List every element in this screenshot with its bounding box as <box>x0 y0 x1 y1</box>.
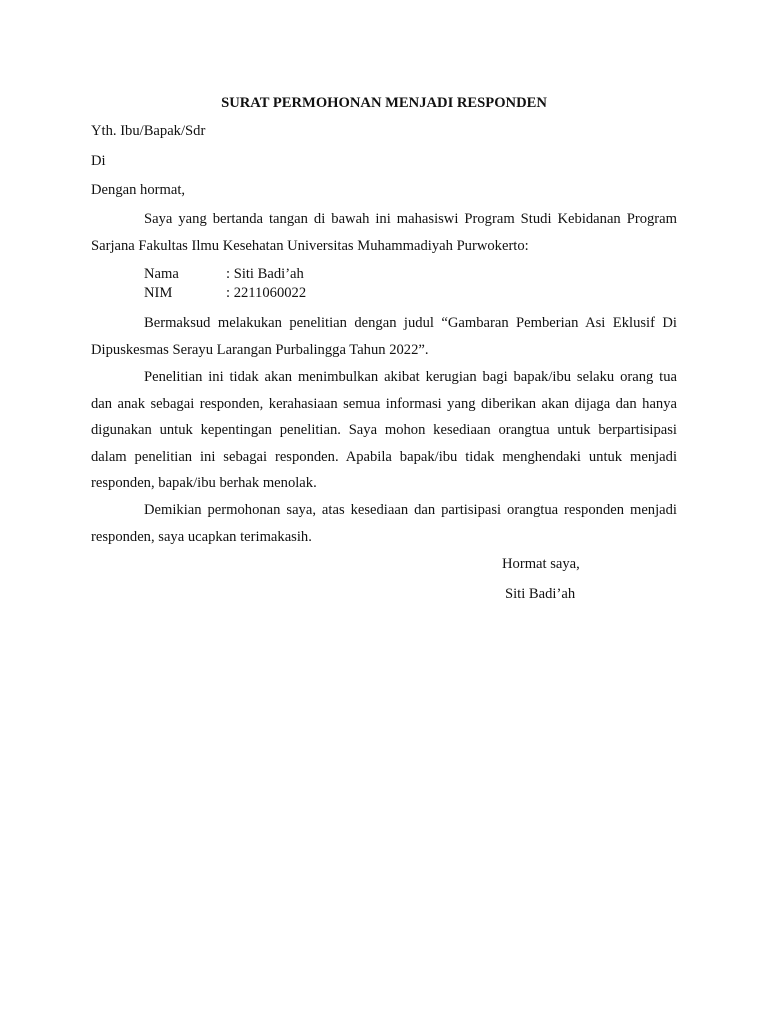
name-value: : Siti Badi’ah <box>226 266 304 282</box>
nim-label: NIM <box>144 285 173 301</box>
assurance-paragraph: Penelitian ini tidak akan menimbulkan akibat kerugian bagi bapak/ibu selaku orang tua dan anak sebagai responden, kerahasiaan semua informasi yang diberikan akan dijaga dan hanya digunakan untuk kepentingan penelitian. Saya mohon kesediaan orangtua untuk berpartisipasi dalam penelitian ini sebagai responden. Apabila bapak/ibu tidak menghendaki untuk menjadi responden, bapak/ibu berhak menolak. <box>91 369 677 492</box>
intro-paragraph: Saya yang bertanda tangan di bawah ini mahasiswi Program Studi Kebidanan Program Sarjana Fakultas Ilmu Kesehatan Universitas Muhammadiyah Purwokerto: <box>91 211 677 254</box>
sign-off: Hormat saya, <box>502 556 580 572</box>
name-label: Nama <box>144 266 179 282</box>
location-line: Di <box>91 153 106 169</box>
identity-row-name <box>144 265 306 284</box>
signature-name: Siti Badi’ah <box>505 586 576 602</box>
letter-title: SURAT PERMOHONAN MENJADI RESPONDEN <box>221 95 547 111</box>
addressee-line: Yth. Ibu/Bapak/Sdr <box>91 123 206 139</box>
greeting-line: Dengan hormat, <box>91 182 186 198</box>
closing-paragraph: Demikian permohonan saya, atas kesediaan dan partisipasi orangtua responden menjadi responden, saya ucapkan terimakasih. <box>91 502 677 545</box>
identity-block <box>144 265 306 303</box>
purpose-paragraph: Bermaksud melakukan penelitian dengan judul “Gambaran Pemberian Asi Eklusif Di Dipuskesmas Serayu Larangan Purbalingga Tahun 2022”. <box>91 315 677 358</box>
identity-row-nim <box>144 284 306 303</box>
nim-value: : 2211060022 <box>226 285 307 301</box>
